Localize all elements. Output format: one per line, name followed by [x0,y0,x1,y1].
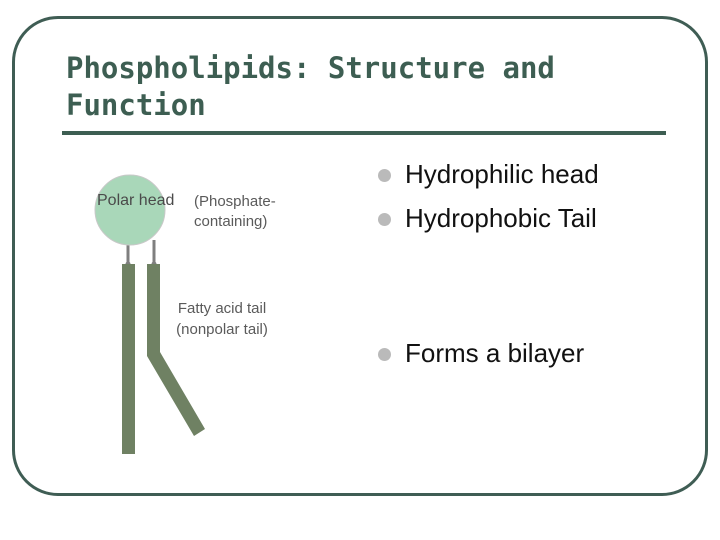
bullet-dot-icon [378,213,391,226]
tail-kinked [147,264,205,436]
phospholipid-diagram [80,160,320,460]
bullet-item [378,337,698,369]
bullet-dot-icon [378,348,391,361]
tail-straight [122,264,135,454]
polar-head-label: Polar head [97,192,175,209]
bullet-text: Forms a bilayer [405,338,585,368]
bullet-item [378,158,698,190]
bullet-text: Hydrophobic Tail [405,203,597,233]
slide-title: Phospholipids: Structure and Function [66,51,555,122]
bullet-text: Hydrophilic head [405,159,599,189]
bullet-dot-icon [378,169,391,182]
title-underline [62,131,666,135]
bullet-item [378,202,698,234]
phosphate-label: (Phosphate-containing) [194,193,276,230]
fatty-acid-tail-label: Fatty acid tail (nonpolar tail) [176,300,268,338]
